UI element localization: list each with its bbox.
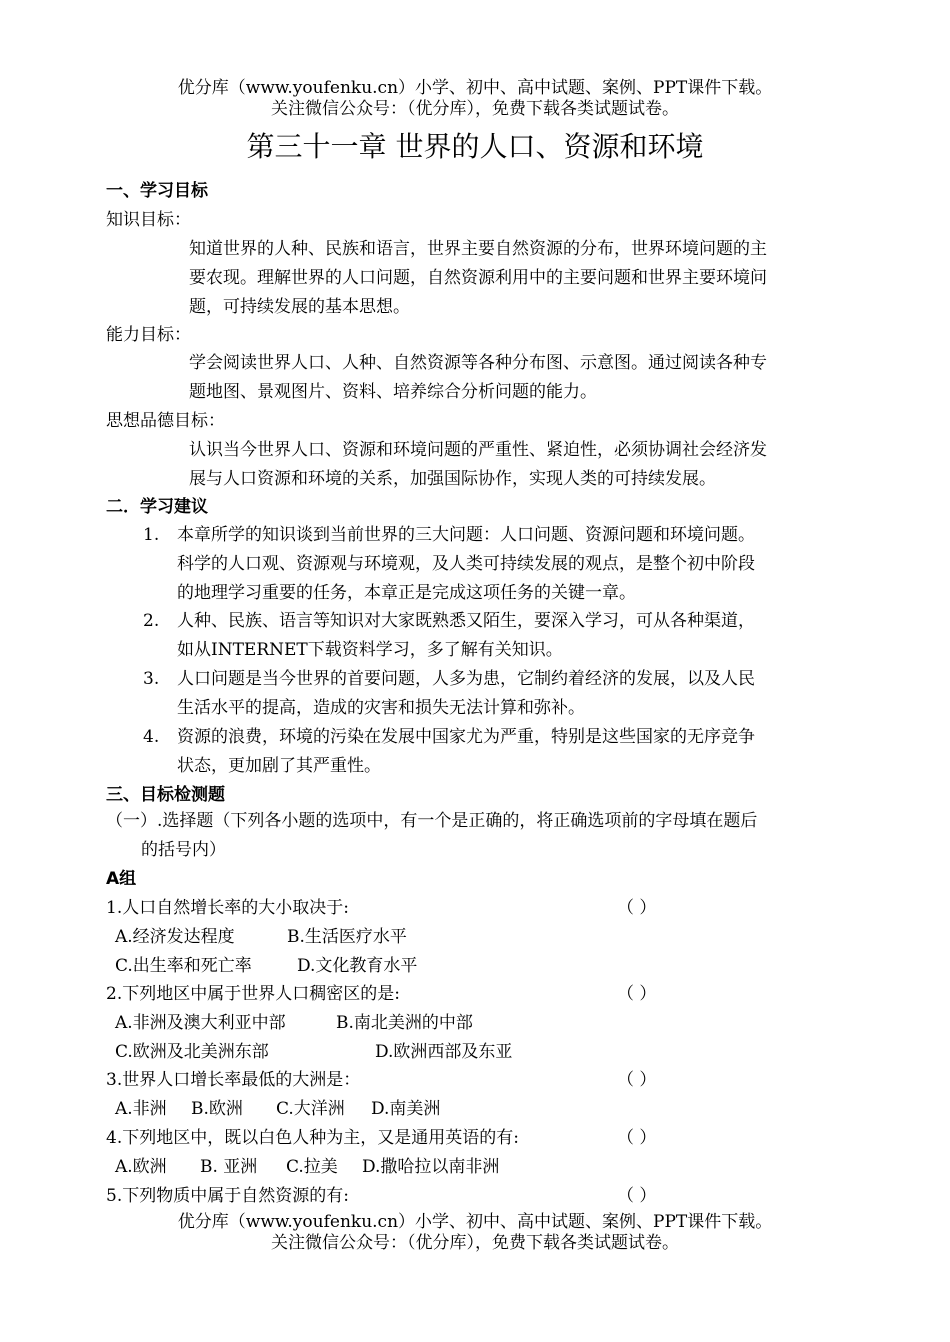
option: B. 亚洲 xyxy=(200,1157,258,1177)
option: C.出生率和死亡率 xyxy=(115,956,252,976)
moral-goal-text xyxy=(189,436,845,494)
answer-blank[interactable]: （ ） xyxy=(617,1070,657,1090)
advice-line: 的地理学习重要的任务，本章正是完成这项任务的关键一章。 xyxy=(177,583,636,603)
option: B.南北美洲的中部 xyxy=(336,1013,473,1033)
option: D.欧洲西部及东亚 xyxy=(375,1042,513,1062)
instruction-line-2: 的括号内） xyxy=(141,840,226,860)
advice-line: 生活水平的提高，造成的灾害和损失无法计算和弥补。 xyxy=(177,698,585,718)
moral-goal-line: 认识当今世界人口、资源和环境问题的严重性、紧迫性，必须协调社会经济发 xyxy=(189,440,767,460)
option: C.拉美 xyxy=(286,1157,338,1177)
header-line-1: 优分库（www.youfenku.cn）小学、初中、高中试题、案例、PPT课件下载。 xyxy=(177,78,773,98)
option: D.南美洲 xyxy=(371,1099,441,1119)
option: B.欧洲 xyxy=(191,1099,243,1119)
option: A.非洲及澳大利亚中部 xyxy=(115,1013,286,1033)
advice-line: 如从INTERNET下载资料学习，多了解有关知识。 xyxy=(177,640,563,660)
question-stem: 2.下列地区中属于世界人口稠密区的是: xyxy=(106,984,400,1004)
page-title: 第三十一章 世界的人口、资源和环境 xyxy=(246,130,704,163)
instruction-line-1: （一）.选择题（下列各小题的选项中，有一个是正确的，将正确选项前的字母填在题后 xyxy=(106,811,758,831)
section-heading-advice: 二．学习建议 xyxy=(106,497,208,517)
section-heading-goals: 一、学习目标 xyxy=(106,181,208,201)
knowledge-goal-label: 知识目标： xyxy=(106,210,191,230)
advice-item xyxy=(177,665,847,723)
footer-line-1: 优分库（www.youfenku.cn）小学、初中、高中试题、案例、PPT课件下载。 xyxy=(177,1212,773,1232)
option: D.文化教育水平 xyxy=(297,956,418,976)
advice-number: 1. xyxy=(143,525,160,545)
question-stem: 4.下列地区中，既以白色人种为主，又是通用英语的有: xyxy=(106,1128,519,1148)
advice-number: 3. xyxy=(143,669,160,689)
knowledge-goal-line: 题，可持续发展的基本思想。 xyxy=(189,297,410,317)
advice-item xyxy=(177,521,847,608)
section-heading-tests: 三、目标检测题 xyxy=(106,785,225,805)
ability-goal-label: 能力目标： xyxy=(106,325,191,345)
advice-line: 人口问题是当今世界的首要问题，人多为患，它制约着经济的发展，以及人民 xyxy=(177,669,755,689)
ability-goal-line: 学会阅读世界人口、人种、自然资源等各种分布图、示意图。通过阅读各种专 xyxy=(189,353,767,373)
header-line-2: 关注微信公众号：（优分库），免费下载各类试题试卷。 xyxy=(271,99,679,119)
advice-item xyxy=(177,723,847,781)
option: A.非洲 xyxy=(115,1099,167,1119)
moral-goal-label: 思想品德目标： xyxy=(106,411,225,431)
answer-blank[interactable]: （ ） xyxy=(617,1128,657,1148)
option: D.撒哈拉以南非洲 xyxy=(362,1157,500,1177)
knowledge-goal-line: 知道世界的人种、民族和语言，世界主要自然资源的分布，世界环境问题的主 xyxy=(189,239,767,259)
knowledge-goal-line: 要农现。理解世界的人口问题，自然资源利用中的主要问题和世界主要环境问 xyxy=(189,268,767,288)
advice-line: 人种、民族、语言等知识对大家既熟悉又陌生，要深入学习，可从各种渠道， xyxy=(177,611,755,631)
advice-line: 状态，更加剧了其严重性。 xyxy=(177,756,381,776)
advice-number: 4. xyxy=(143,727,160,747)
advice-number: 2. xyxy=(143,611,160,631)
advice-item xyxy=(177,607,847,665)
advice-line: 本章所学的知识谈到当前世界的三大问题：人口问题、资源问题和环境问题。 xyxy=(177,525,755,545)
advice-line: 资源的浪费，环境的污染在发展中国家尤为严重，特别是这些国家的无序竞争 xyxy=(177,727,755,747)
advice-line: 科学的人口观、资源观与环境观，及人类可持续发展的观点，是整个初中阶段 xyxy=(177,554,755,574)
option: A.经济发达程度 xyxy=(115,927,235,947)
group-label: A组 xyxy=(106,869,137,889)
option: B.生活医疗水平 xyxy=(287,927,407,947)
question-stem: 5.下列物质中属于自然资源的有: xyxy=(106,1186,349,1206)
footer-line-2: 关注微信公众号：（优分库），免费下载各类试题试卷。 xyxy=(271,1233,679,1253)
answer-blank[interactable]: （ ） xyxy=(617,1186,657,1206)
option: C.大洋洲 xyxy=(276,1099,345,1119)
answer-blank[interactable]: （ ） xyxy=(617,984,657,1004)
question-stem: 1.人口自然增长率的大小取决于: xyxy=(106,898,349,918)
question-stem: 3.世界人口增长率最低的大洲是： xyxy=(106,1070,361,1090)
answer-blank[interactable]: （ ） xyxy=(617,898,657,918)
ability-goal-line: 题地图、景观图片、资料、培养综合分析问题的能力。 xyxy=(189,382,597,402)
moral-goal-line: 展与人口资源和环境的关系，加强国际协作，实现人类的可持续发展。 xyxy=(189,469,716,489)
knowledge-goal-text xyxy=(189,235,845,322)
option: C.欧洲及北美洲东部 xyxy=(115,1042,269,1062)
ability-goal-text xyxy=(189,349,845,407)
option: A.欧洲 xyxy=(115,1157,167,1177)
